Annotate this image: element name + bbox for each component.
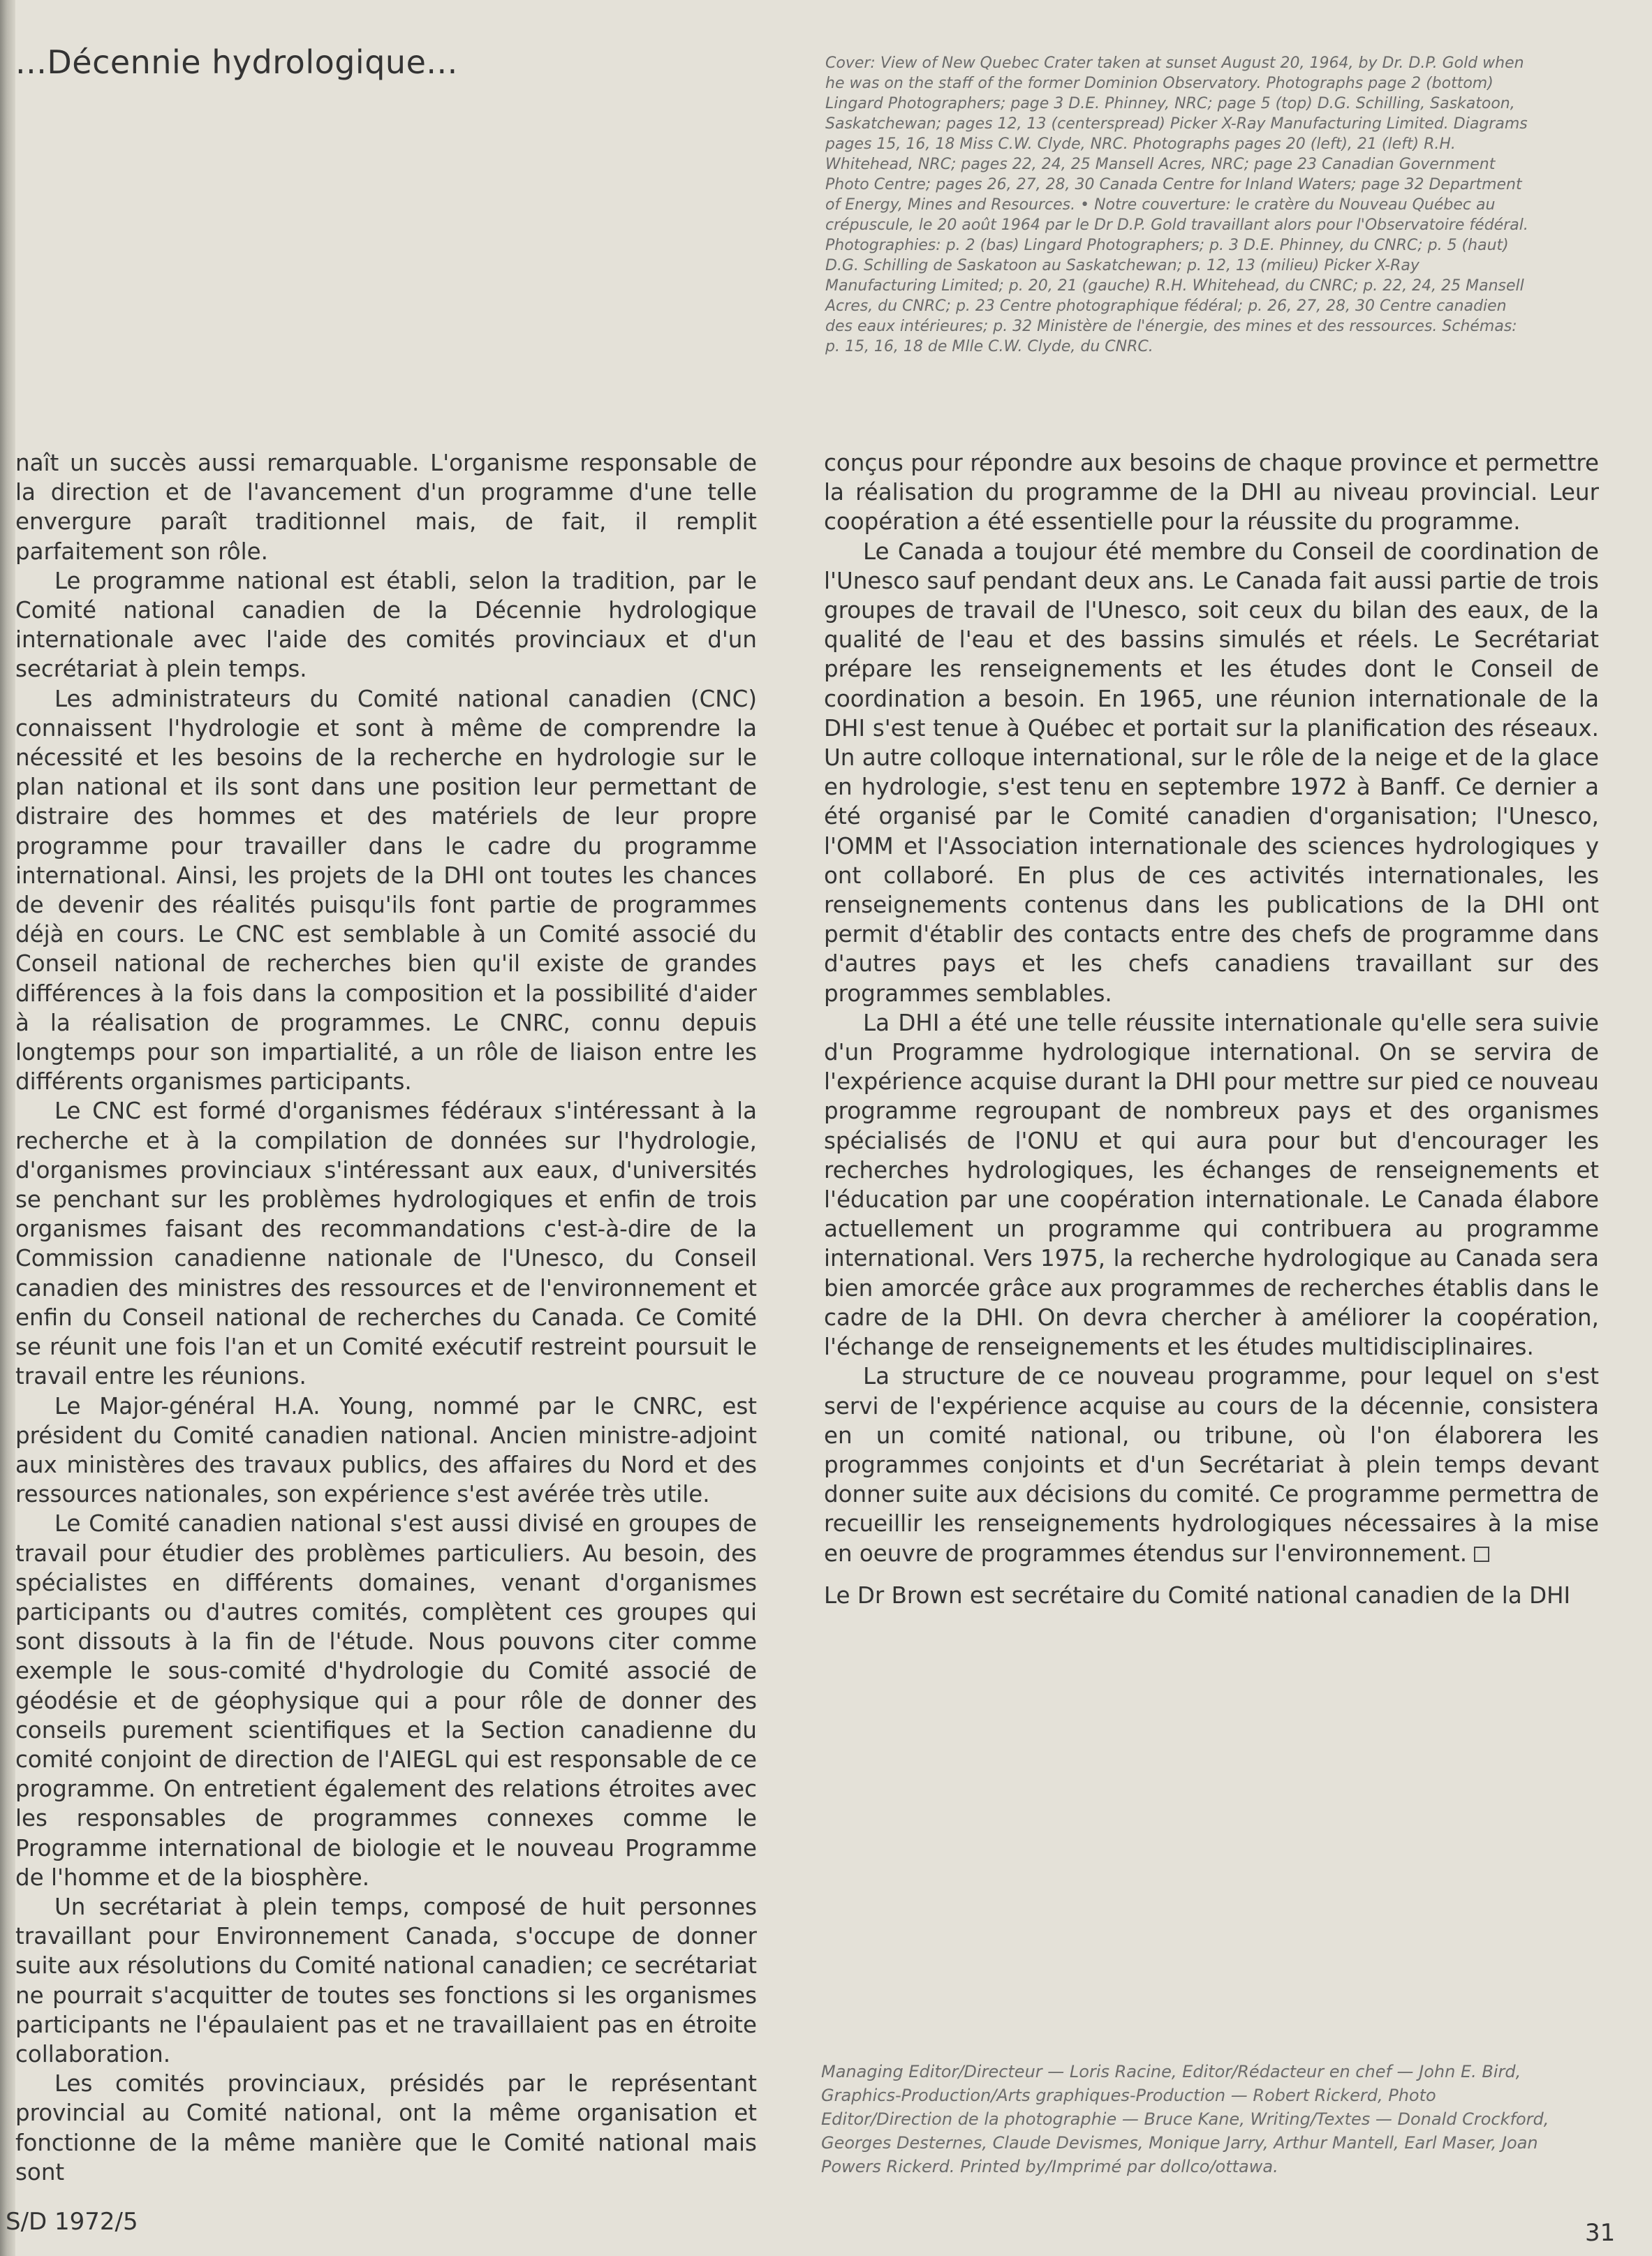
paragraph: naît un succès aussi remarquable. L'organisme responsable de la direction et de l'avancement d'un programme d'une telle envergure paraît traditionnel mais, de fait, il remplit parfaitement son rôle. <box>15 450 757 565</box>
paragraph: Le Major-général H.A. Young, nommé par le CNRC, est président du Comité canadien national. Ancien ministre-adjoint aux ministères des travaux publics, des affaires du Nord et des ressources nationales, son expérience s'est avérée très utile. <box>15 1392 757 1508</box>
right-article-column <box>824 448 1599 1610</box>
paragraph: Le programme national est établi, selon la tradition, par le Comité national canadien de la Décennie hydrologique internationale avec l'aide des comités provinciaux et d'un secrétariat à plein temps. <box>15 567 757 683</box>
photo-credits <box>825 53 1531 357</box>
masthead-text: Managing Editor/Directeur — Loris Racine, Editor/Rédacteur en chef — John E. Bird, Graphics-Production/Arts graphiques-Production — Robert Rickerd, Photo Editor/Direction de la photographie — Bruce Kane, Writing/Textes — Donald Crockford, Georges Desternes, Claude Devismes, Monique Jarry, Arthur Mantell, Earl Maser, Joan Powers Rickerd. Printed by/Imprimé par dollco/ottawa. <box>821 2062 1549 2176</box>
paragraph: Un secrétariat à plein temps, composé de huit personnes travaillant pour Environnement Canada, s'occupe de donner suite aux résolutions du Comité national canadien; ce secrétariat ne pourrait s'acquitter de toutes ses fonctions si les organismes participants ne l'épaulaient pas et ne travaillaient pas en étroite collaboration. <box>15 1893 757 2067</box>
paragraph: Les comités provinciaux, présidés par le représentant provincial au Comité national, ont la même organisation et fonctionne de la même manière que le Comité national mais sont <box>15 2070 757 2185</box>
page-title: ...Décennie hydrologique... <box>15 43 458 81</box>
publication-issue: S/D 1972/5 <box>6 2208 138 2236</box>
author-note: Le Dr Brown est secrétaire du Comité national canadien de la DHI <box>824 1582 1571 1609</box>
paragraph: conçus pour répondre aux besoins de chaque province et permettre la réalisation du programme de la DHI au niveau provincial. Leur coopération a été essentielle pour la réussite du programme. <box>824 450 1599 536</box>
page-number: 31 <box>1585 2219 1616 2247</box>
masthead <box>821 2060 1561 2178</box>
left-article-column <box>15 448 757 2187</box>
photo-credits-text: Cover: View of New Quebec Crater taken at sunset August 20, 1964, by Dr. D.P. Gold when he was on the staff of the former Dominion Observatory. Photographs page 2 (bottom) Lingard Photographers; page 3 D.E. Phinney, NRC; page 5 (top) D.G. Schilling, Saskatoon, Saskatchewan; pages 12, 13 (centerspread) Picker X-Ray Manufacturing Limited. Diagrams pages 15, 16, 18 Miss C.W. Clyde, NRC. Photographs pages 20 (left), 21 (left) R.H. Whitehead, NRC; pages 22, 24, 25 Mansell Acres, NRC; page 23 Canadian Government Photo Centre; pages 26, 27, 28, 30 Canada Centre for Inland Waters; page 32 Department of Energy, Mines and Resources. • Notre couverture: le cratère du Nouveau Québec au crépuscule, le 20 août 1964 par le Dr D.P. Gold travaillant alors pour l'Observatoire fédéral. Photographies: p. 2 (bas) Lingard Photographers; p. 3 D.E. Phinney, du CNRC; p. 5 (haut) D.G. Schilling de Saskatoon au Saskatchewan; p. 12, 13 (milieu) Picker X-Ray Manufacturing Limited; p. 20, 21 (gauche) R.H. Whitehead, du CNRC; p. 22, 24, 25 Mansell Acres, du CNRC; p. 23 Centre photographique fédéral; p. 26, 27, 28, 30 Centre canadien des eaux intérieures; p. 32 Ministère de l'énergie, des mines et des ressources. Schémas: p. 15, 16, 18 de Mlle C.W. Clyde, du CNRC. <box>825 54 1528 355</box>
paragraph-final-text: La structure de ce nouveau programme, pour lequel on s'est servi de l'expérience acquise au cours de la décennie, consistera en un comité national, ou tribune, où l'on élaborera les programmes conjoints et d'un Secrétariat à plein temps devant donner suite aux décisions du comité. Ce programme permettra de recueillir les renseignements hydrologiques nécessaires à la mise en oeuvre de programmes étendus sur l'environnement. <box>824 1363 1599 1567</box>
paragraph: Le Canada a toujour été membre du Conseil de coordination de l'Unesco sauf pendant deux ans. Le Canada fait aussi partie de trois groupes de travail de l'Unesco, soit ceux du bilan des eaux, de la qualité de l'eau et des bassins simulés et réels. Le Secrétariat prépare les renseignements et les études dont le Conseil de coordination a besoin. En 1965, une réunion internationale de la DHI s'est tenue à Québec et portait sur la planification des réseaux. Un autre colloque international, sur le rôle de la neige et de la glace en hydrologie, s'est tenu en septembre 1972 à Banff. Ce dernier a été organisé par le Comité canadien d'organisation; l'Unesco, l'OMM et l'Association internationale des sciences hydrologiques y ont collaboré. En plus de ces activités internationales, les renseignements contenus dans les publications de la DHI ont permit d'établir des contacts entre des chefs de programme dans d'autres pays et les chefs canadiens travaillant sur des programmes semblables. <box>824 538 1599 1007</box>
page-spine-shadow <box>0 0 15 2256</box>
end-of-article-box-icon <box>1474 1547 1489 1562</box>
paragraph: Le CNC est formé d'organismes fédéraux s'intéressant à la recherche et à la compilation de données sur l'hydrologie, d'organismes provinciaux s'intéressant aux eaux, d'universités se penchant sur les problèmes hydrologiques et enfin de trois organismes faisant des recommandations c'est-à-dire de la Commission canadienne nationale de l'Unesco, du Conseil canadien des ministres des ressources et de l'environnement et enfin du Conseil national de recherches du Canada. Ce Comité se réunit une fois l'an et un Comité exécutif restreint poursuit le travail entre les réunions. <box>15 1098 757 1390</box>
paragraph-final <box>824 1362 1599 1568</box>
paragraph: Le Comité canadien national s'est aussi divisé en groupes de travail pour étudier des problèmes particuliers. Au besoin, des spécialistes en différents domaines, venant d'organismes participants ou d'autres comités, complètent ces groupes qui sont dissouts à la fin de l'étude. Nous pouvons citer comme exemple le sous-comité d'hydrologie du Comité associé de géodésie et de géophysique qui a pour rôle de donner des conseils purement scientifiques et la Section canadienne du comité conjoint de direction de l'AIEGL qui est responsable de ce programme. On entretient également des relations étroites avec les responsables de programmes connexes comme le Programme international de biologie et le nouveau Programme de l'homme et de la biosphère. <box>15 1510 757 1891</box>
paragraph: La DHI a été une telle réussite internationale qu'elle sera suivie d'un Programme hydrologique international. On se servira de l'expérience acquise durant la DHI pour mettre sur pied ce nouveau programme regroupant de nombreux pays et des organismes spécialisés de l'ONU et qui aura pour but d'encourager les recherches hydrologiques, les échanges de renseignements et l'éducation par une coopération internationale. Le Canada élabore actuellement un programme qui contribuera au programme international. Vers 1975, la recherche hydrologique au Canada sera bien amorcée grâce aux programmes de recherches établis dans le cadre de la DHI. On devra chercher à améliorer la coopération, l'échange de renseignements et les études multidisciplinaires. <box>824 1009 1599 1361</box>
paragraph: Les administrateurs du Comité national canadien (CNC) connaissent l'hydrologie et sont à même de comprendre la nécessité et les besoins de la recherche en hydrologie sur le plan national et ils sont dans une position leur permettant de distraire des hommes et des matériels de leur propre programme pour travailler dans le cadre du programme international. Ainsi, les projets de la DHI ont toutes les chances de devenir des réalités puisqu'ils font partie de programmes déjà en cours. Le CNC est semblable à un Comité associé du Conseil national de recherches bien qu'il existe de grandes différences à la fois dans la composition et la possibilité d'aider à la réalisation de programmes. Le CNRC, connu depuis longtemps pour son impartialité, a un rôle de liaison entre les différents organismes participants. <box>15 685 757 1096</box>
